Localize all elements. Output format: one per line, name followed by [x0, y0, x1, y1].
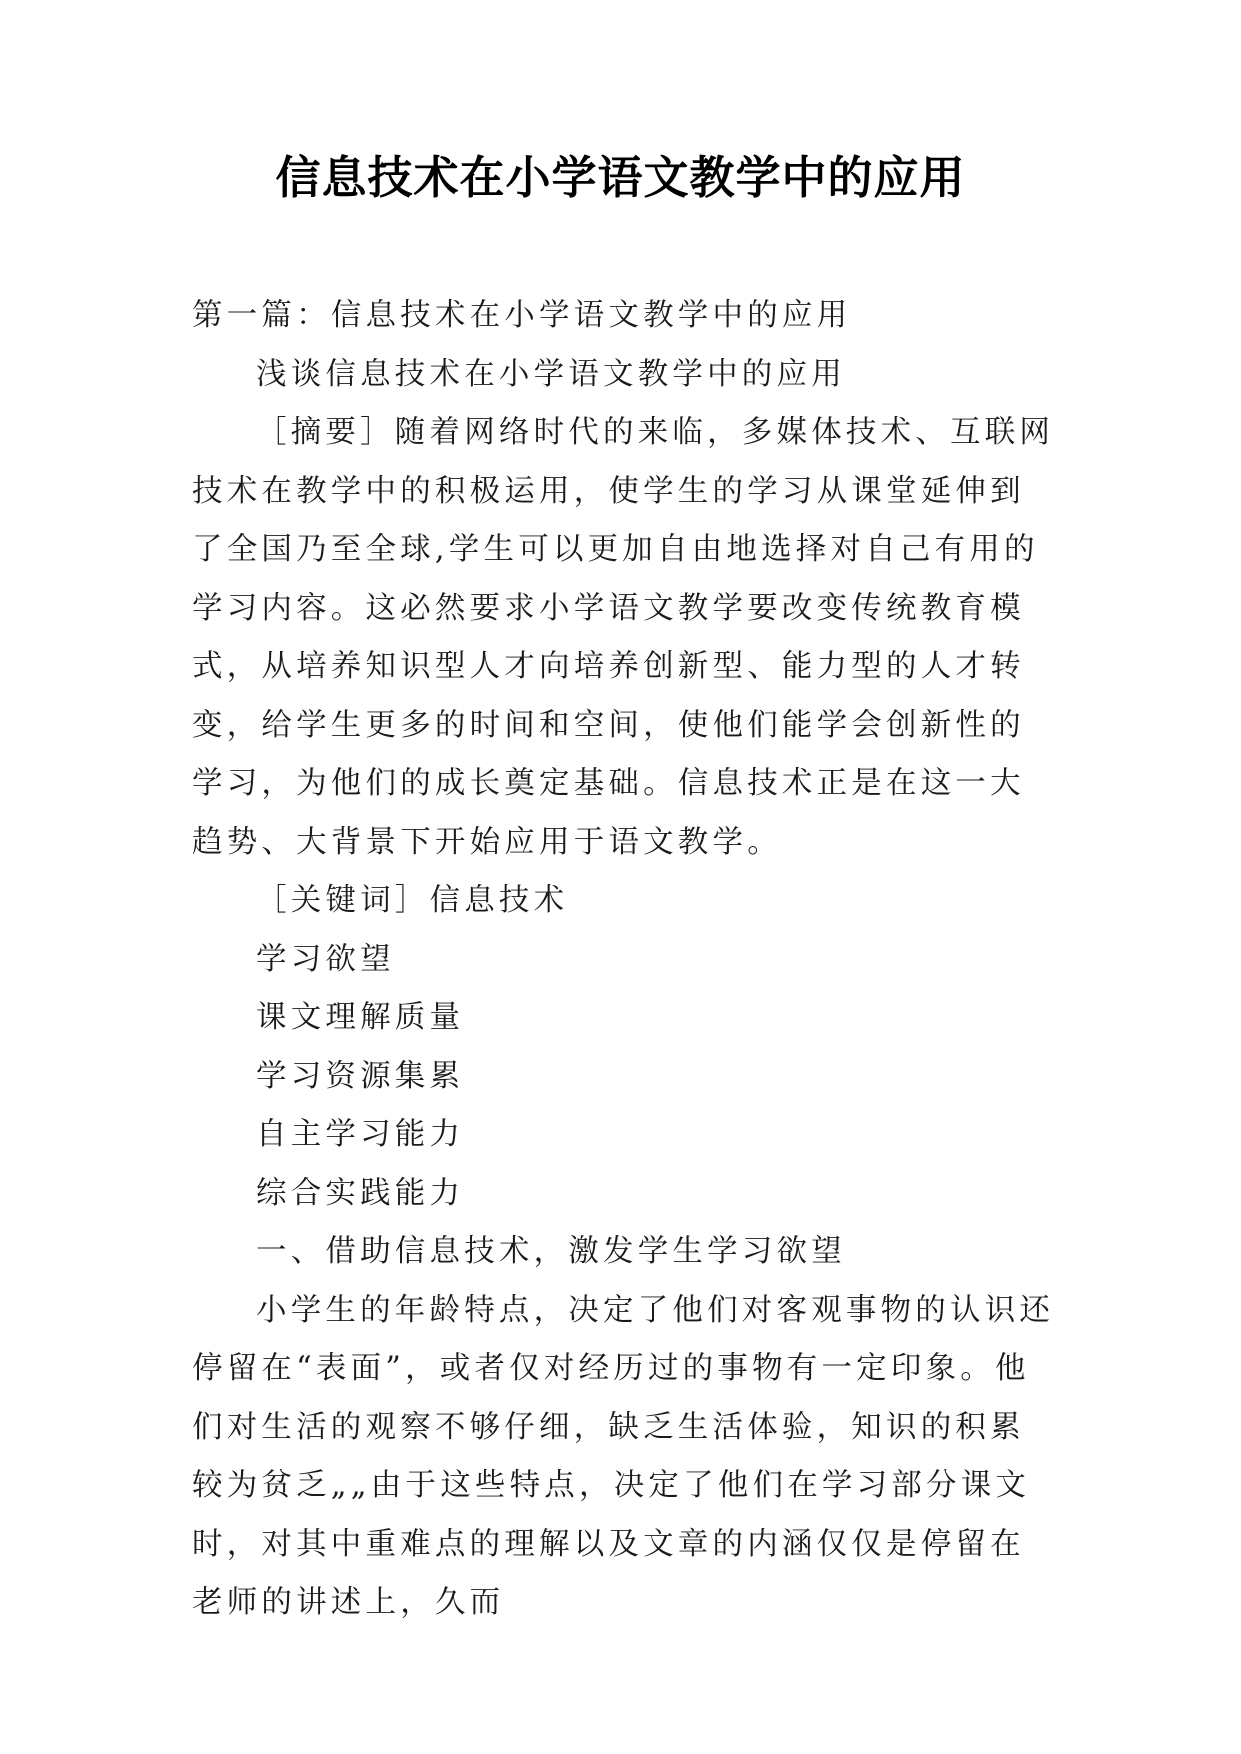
document-title: 信息技术在小学语文教学中的应用 [275, 151, 966, 204]
keyword-item: 学习资源集累 [256, 1058, 465, 1094]
keywords-line: ［关键词］信息技术 [256, 883, 569, 918]
section-heading: 第一篇：信息技术在小学语文教学中的应用 [192, 298, 852, 333]
keyword-item: 学习欲望 [256, 941, 395, 977]
keyword-item: 自主学习能力 [256, 1117, 465, 1152]
article-title: 浅谈信息技术在小学语文教学中的应用 [256, 356, 846, 392]
keyword-item: 综合实践能力 [256, 1175, 465, 1211]
subsection-heading: 一、借助信息技术，激发学生学习欲望 [256, 1234, 846, 1269]
body-paragraph: 小学生的年龄特点，决定了他们对客观事物的认识还停留在“表面”，或者仅对经历过的事物有一定印象。他们对生活的观察不够仔细，缺乏生活体验，知识的积累较为贫乏„„由于这些特点，决定了他们在学习部分课文时，对其中重难点的理解以及文章的内涵仅仅是停留在老师的讲述上，久而 [192, 1292, 1055, 1620]
abstract-paragraph: ［摘要］随着网络时代的来临，多媒体技术、互联网技术在教学中的积极运用，使学生的学习从课堂延伸到了全国乃至全球,学生可以更加自由地选择对自己有用的学习内容。这必然要求小学语文教学要改变传统教育模式，从培养知识型人才向培养创新型、能力型的人才转变，给学生更多的时间和空间，使他们能学会创新性的学习，为他们的成长奠定基础。信息技术正是在这一大趋势、大背景下开始应用于语文教学。 [192, 415, 1055, 860]
keyword-item: 课文理解质量 [256, 1000, 465, 1035]
document-body [192, 287, 1056, 1633]
